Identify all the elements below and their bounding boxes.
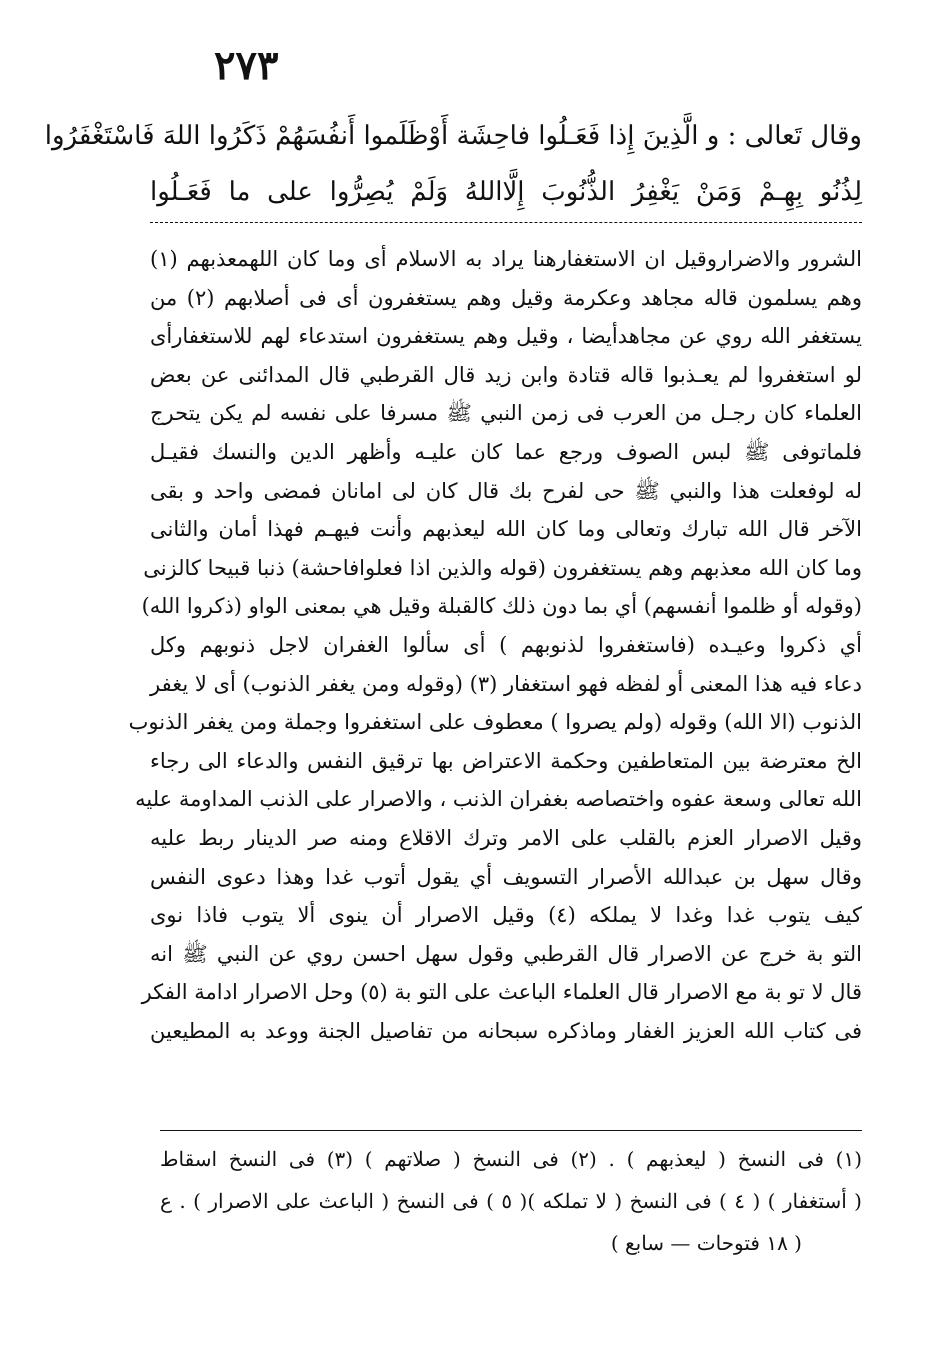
commentary-line: فلماتوفى ﷺ لبس الصوف ورجع عما كان عليـه وأظهر الدين والنسك فقيـل [150,439,862,464]
commentary-line: وقال سهل بن عبدالله الأصرار التسويف أي يقول أتوب غدا وهذا دعوى النفس [150,864,862,889]
commentary-line: الشرور والاضراروقيل ان الاستغفارهنا يراد به الاسلام أى وما كان اللهمعذبهم (١) [150,247,862,271]
commentary-line: قال لا تو بة مع الاصرار قال العلماء الباعث على التو بة (٥) وحل الاصرار ادامة الفكر [141,980,862,1005]
commentary-line: وما كان الله معذبهم وهم يستغفرون (قوله والذين اذا فعلوافاحشة) ذنبا قبيحا كالزنى [143,555,862,580]
commentary-line: أي ذكروا وعيـده (فاستغفروا لذنوبهم ) أى سألوا الغفران لاجل ذنوبهم وكل [150,632,862,657]
footnotes-block [160,1138,862,1264]
commentary-line: له لوفعلت هذا والنبي ﷺ حى لفرح بك قال كان لى امانان فمضى واحد و بقى [150,478,862,503]
commentary-line: كيف يتوب غدا وغدا لا يملكه (٤) وقيل الاصرار أن ينوى ألا يتوب فاذا نوى [150,903,862,928]
commentary-line: العلماء كان رجـل من العرب فى زمن النبي ﷺ مسرفا على نفسه لم يكن يتحرج [150,401,862,426]
commentary-block [128,240,862,1050]
commentary-line: يستغفر الله روي عن مجاهدأيضا ، وقيل وهم يستغفرون استدعاء لهم للاستغفارأى [150,324,862,349]
commentary-line: لو استغفروا لم يعـذبوا قاله قتادة وابن زيد قال القرطبي قال المدائنى عن بعض [150,362,862,387]
commentary-line: وقيل الاصرار العزم بالقلب على الامر وترك الاقلاع ومنه صر الدينار ربط عليه [150,825,862,850]
signature-mark: ( ١٨ فتوحات — سابع ) [610,1231,802,1255]
commentary-line: دعاء فيه هذا المعنى أو لفظه فهو استغفار (٣) (وقوله ومن يغفر الذنوب) أى لا يغفر [150,671,862,696]
verse-divider [150,222,862,223]
commentary-line: التو بة خرج عن الاصرار قال القرطبي وقول سهل احسن روي عن النبي ﷺ انه [150,941,862,966]
commentary-line: الله تعالى وسعة عفوه واختصاصه بغفران الذنب ، والاصرار على الذنب المداومة عليه [135,787,862,812]
commentary-line: الذنوب (الا الله) وقوله (ولم يصروا ) معطوف على استغفروا وجملة ومن يغفر الذنوب [128,710,862,735]
commentary-line: وهم يسلمون قاله مجاهد وعكرمة وقيل وهم يستغفرون أى فى أصلابهم (٢) من [150,285,862,310]
commentary-line: الخ معترضة بين المتعاطفين وحكمة الاعتراض بها ترقيق النفس والدعاء الى رجاء [150,748,862,773]
footnote-line: (١) فى النسخ ( ليعذبهم ) . (٢) فى النسخ ( صلاتهم ) (٣) فى النسخ اسقاط [160,1147,862,1171]
quran-verse-block [44,108,862,220]
footnote-line: ( أستغفار ) ( ٤ ) فى النسخ ( لا تملكه )( ٥ ) فى النسخ ( الباعث على الاصرار ) . ع [160,1189,862,1213]
footnote-divider [160,1130,862,1131]
page-number: ٢٧٣ [214,42,279,89]
commentary-line: فى كتاب الله العزيز الغفار وماذكره سبحانه من تفاصيل الجنة ووعد به المطيعين [150,1018,862,1043]
commentary-line: (وقوله أو ظلموا أنفسهم) أي بما دون ذلك كالقبلة وقيل هي بمعنى الواو (ذكروا الله) [141,594,862,619]
verse-line: لِذُنُو بِهِـمْ وَمَنْ يَغْفِرُ الذُّنُوبَ إِلَّااللهُ وَلَمْ يُصِرُّوا على ما فَعَـلُوا [150,177,862,207]
verse-line: وقال تَعالى : و الَّذِينَ إِذا فَعَـلُوا فاحِشَة أَوْظَلَموا أَنفُسَهُمْ ذَكَرُوا اللهَ فَاسْتَغْفَرُوا [44,121,862,151]
commentary-line: الآخر قال الله تبارك وتعالى وما كان الله ليعذبهم وأنت فيهـم فهذا أمان والثانى [150,517,862,542]
